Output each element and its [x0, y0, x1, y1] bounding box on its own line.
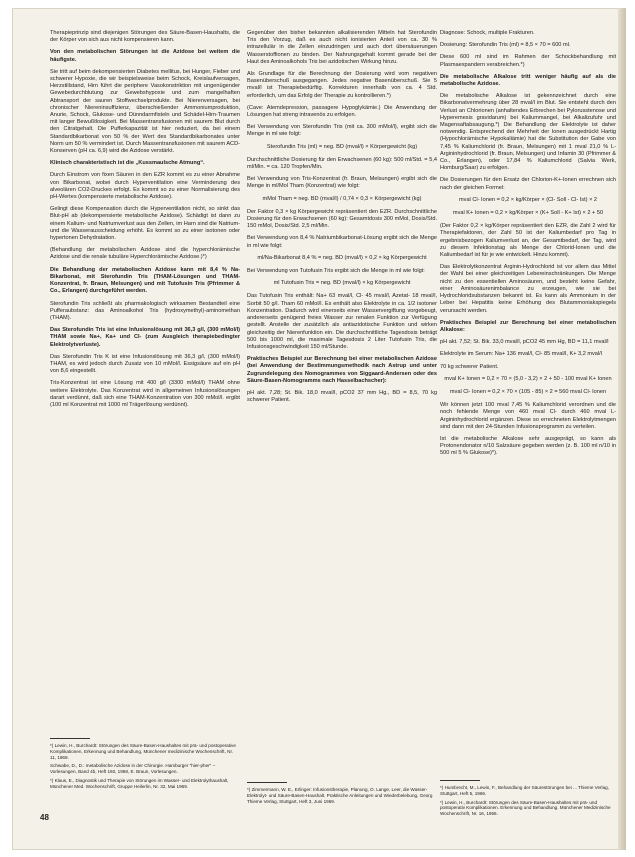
formula: ml/Na-Bikarbonat 8,4 % = neg. BD (mval/l) × 0,2 × kg Körpergewicht — [257, 254, 427, 261]
footnote: Schwabe, D., D.: metabolische Azidose in der Chirurgie. Hamburger "hier-pher" – Vorlesungen, Band 4b, Heft 160, 1968, E. Braun, Vorlesungen. — [50, 763, 216, 775]
footnote-rule — [247, 782, 287, 783]
document-page — [12, 8, 626, 850]
paragraph: Das Sterofundin Tris K ist eine Infusionslösung mit 36,3 g/l, (300 mMol/l) THAM, es wird jedoch durch Zusatz von 10 mMol/l. Essigsäure auf ein pH von 8,6 eingestellt. — [50, 353, 240, 375]
footnote: *) Zimmermann, W. E., Erlinger: Infusionstherapie, Planung, O. Lange, Leer, die Wasser-Elektrolyt- und Säure-Basen-Haushalt. Praktische Anleitungen und Wiederbelebung, Georg Thieme Verlag, Stuttgart, Heft 3, Juni 1969. — [247, 787, 433, 804]
paragraph: Das Sterofundin Tris ist eine Infusionslösung mit 36,3 g/l, (300 mMol/l) THAM sowie Na+, Ka+ und Cl- (zum Ausgleich therapiebedingter Elektrolytverluste). — [50, 327, 240, 348]
formula: ml Tutofusin Tris = neg. BD (mval/l) × kg Körpergewicht — [273, 280, 411, 287]
footnote-rule — [50, 738, 90, 739]
paragraph: Bei Verwendung von Sterofundin Tris (mit ca. 300 mMol/l), ergibt sich die Menge in ml wie folgt: — [247, 124, 437, 138]
paragraph: Diese 600 ml sind im Rahmen der Schockbehandlung mit Plasmaexpandern verabreichen.*) — [440, 54, 616, 68]
column-3 — [440, 30, 616, 463]
formula: mval K+ Ionen = 0,2 × 70 × (5,0 - 3,2) × 2 + 50 - 100 mval K+ Ionen — [444, 375, 612, 382]
paragraph: Klinisch charakteristisch ist die „Kussmaulsche Atmung“. — [50, 160, 205, 167]
paragraph: Durchschnittliche Dosierung für den Erwachsenen (60 kg): 500 ml/Std. = 5,4 ml/Min. = ca. 120 Tropfen/Min. — [247, 156, 437, 171]
paragraph: Die Behandlung der metabolischen Azidose kann mit 8,4 % Na-Bikarbonat, mit Sterofundin Tris (THAM-Lösungen und THAM-Konzentrat, fr. Braun, Melsungen) und mit Tutofusin Tris (Pfrimmer & Co., Erlangen) durchgeführt werden. — [50, 266, 240, 295]
paragraph: Das Elektrolytkonzentrat Arginin-Hydrochlorid ist vor allem das Mittel der Wahl bei einer gleichzeitigen Lebereinschränkungen. Die Menge nicht zu den essentiellen Aminosäuren, und besteht keine Gefahr, einer Aminosäurenimbalance zu erzeugen, wie sie bei Hydrochloridsubstanzen bekannt ist. Es kann als Ammonium in der Leber bei Hepatitis keine Erhöhung des Blutammoniakspiegels verursacht werden. — [440, 264, 616, 314]
paragraph: (Behandlung der metabolischen Azidose sind die hyperchlorämische Azidose und die renale tubuläre Hyperchlorämische Azidose.)*) — [50, 247, 240, 261]
paragraph: pH akt. 7,52; St. Bik. 33,0 mval/l, pCO2 45 mm Hg, BD = 11,1 mval/l — [440, 339, 609, 346]
paragraph: Tris-Konzentrat ist eine Lösung mit 400 g/l (3300 mMol/l) THAM ohne weitere Elektrolyte. Das Konzentrat wird in allgemeinen Infusionslösungen darart verdünnt, daß sich eine THAM-Konzentration von 300 mMol/l. ergibt (100 ml Konzentrat mit 1000 ml Trägerlösung verdünnt). — [50, 380, 240, 408]
paragraph: Die Dosierungen für den Ersatz der Chlorion-K+-Ionen errechnen sich nach der gleichen Formel: — [440, 177, 616, 191]
paragraph: Praktisches Beispiel zur Berechnung bei einer metabolischen Alkalose: — [440, 319, 616, 333]
footnote: *) Klaus, E., Diagnostik und Therapie von Störungen im Wasser- und Elektrolythaushalt, Münchener Med. Wochenschrift, Gruppe Heilerlin, Nr. 32, Mai 1969. — [50, 777, 229, 789]
formula: mMol Tham = neg. BD (mval/l) / 0,74 × 0,3 × Körpergewicht (kg) — [262, 195, 422, 202]
paragraph: Durch Einstrom von fixen Säuren in den EZR kommt es zu einer Abnahme von Bikarbonat, wobei durch Hyperventilation eine Verminderung des alveolären CO2-Druckes erfolgt. Es kommt so zu einer Normalisierung des pH-Wertes (kompensierte metabolische Azidose). — [50, 172, 240, 201]
paragraph: Sie tritt auf beim dekompensierten Diabetes mellitus, bei Hunger, Fieber und schwerer Hypoxie, die wir beispielsweise beim Schock, Kreislaufversagen, Herzstillstand, Hirn führt die periphere Vasokonstriktion mit ungenügender Gewebedurchblutung zur Gewebshypoxie und zum mangelhaften Abtransport der sauren Stoffwechselprodukte. Bei Nierenversagen, bei chronischer Niereninsuffizienz, überschießender Ammoniumproduktion, Anurie, Schock, Glukose- und Dünndarmfisteln und Schädel-Hirn-Traumen mit langer Bewußtlosigkeit. Bei Massentransfusionen mit saurem Blut durch den Citratgehalt. Die Pufferkapazität ist hier reduziert, da bei einem Standardbikarbonat von 50 % der Wert des Standardbikarbonates unter Norm um 50 % vermindert ist. Durch Massentransfusionen mit saurem ACD-Konserven (pH ca. 6,9) wird die Azidose verstärkt. — [50, 68, 240, 155]
paragraph: Die metabolische Alkalose ist gekennzeichnet durch eine Bikarbonatvermehrung über 28 mval/l im Blut. Sie entsteht durch den Verlust an Chlorionen (anhaltendes Erbrechen bei Pylorusstenose und Hyperemesis gravidarum) bei Kaliummangel, bei Alkalizufuhr und Magensaftabsaugung.*) Die Behandlung der Elektrolyte ist daher notwendig. Entsprechend der Mehrheit der Ionen ausgedrückt Hartig (Hypochlorämische Hypokaliämie) hat die Substitution der Gabe von 7,45 % Kaliumchlorid (fr. Braun, Melsungen) mit 1 mval 21,0 % L-Argininhydrochlorid (fr. Braun, Melsungen) und Infamin 30 (Pfrimmer & Co., Erlangen), oder 17,84 % Kaliumchlorid (Salvia Werk, Homburg/Saar) zu erfolgen. — [440, 93, 616, 172]
paragraph: Ist die metabolische Alkalose sehr ausgeprägt, so kann als Protonendonator n/10 Salzsäure gegeben werden (z. B. 100 ml n/10 in 500 ml 5 % Glukose)*). — [440, 435, 616, 457]
footnotes-column-3 — [440, 785, 616, 820]
paragraph: Wir können jetzt 100 mval 7,45 % Kaliumchlorid verordnen und die noch fehlende Menge von 460 mval Cl- durch 460 mval L-Argininhydrochlorid ergänzen. Diese so errechneten Elektrolytmengen sind dann mit den 24-Stunden Infusionsprogramm zu verteilen. — [440, 402, 616, 430]
paragraph: pH akt. 7,28; St. Bik. 18,0 mval/l, pCO2 37 mm Hg., BD = 8,5, 70 kg schwerer Patient. — [247, 389, 437, 404]
paragraph: (Cave: Atemdepression, passagere Hypoglykämie.) Die Anwendung der Lösungen hat streng intravenös zu erfolgen. — [247, 104, 437, 119]
page-number: 48 — [40, 813, 49, 822]
paragraph: (Der Faktor 0,2 × kg/Körper repräsentiert den EZR, die Zahl 2 wird für Therapiefaktoren, der Zahl 50 ist der Kaliumbedarf pro Tag in ergebnisbezogen Kaliumverlust an, der Gesamtbedarf, der Tag, wird zu diesem Infektionstag als Menge der Chlorid-Ionen und die Kaliumbedarf ist für je wie entwickelt. Hinzu kommt). — [440, 223, 616, 259]
paragraph: Als Grundlage für die Berechnung der Dosierung wird vom negativen Basenüberschuß ausgegangen. Jedes negative Basenüberschuß. Sie 5 mval/l ist Therapiebedürftig. Korrekturen innerhalb von ca. 4 Std. erforderlich, um das Erfolg der Therapie zu kontrollieren.*) — [247, 71, 437, 99]
footnotes-column-1 — [50, 743, 240, 793]
paragraph: Von den metabolischen Störungen ist die Azidose bei weitem die häufigste. — [50, 49, 240, 63]
formula: mval Cl- Ionen = 0,2 × 70 × (105 - 85) × 2 = 560 mval Cl- Ionen — [449, 388, 607, 395]
paragraph: Dosierung: Sterofundin Tris (ml) = 8,5 × 70 = 600 ml. — [440, 42, 571, 49]
footnote: *) Humbrecht, M., Lewin, F., Behandlung der Säurestörungen bei ... Thieme Verlag, Stuttgart, Heft 5, 1966. — [440, 785, 609, 796]
paragraph: 70 kg schwerer Patient. — [440, 363, 499, 370]
column-1 — [50, 30, 240, 414]
paragraph: Therapieprinzip sind diejenigen Störungen des Säure-Basen-Haushalts, die der Körper von sich aus nicht kompensieren kann. — [50, 30, 240, 44]
paragraph: Bei Verwendung von Tutofusin Tris ergibt sich die Menge in ml wie folgt: — [247, 268, 425, 275]
footnote: *) Lewin, H., Burchardt: Störungen des Säure-Basen-Haushaltes mit prä- und postoperativ Komplikationen. Erkennung und Behandlung. Münchener Medizinische Wochenschrift, Nr. 16, 1966. — [440, 799, 611, 817]
footnote: *) Lewin, H., Burchardt: Störungen des Säure-Basen-Haushaltes mit prä- und postoperative Komplikationen, Erkennung und Behandlung, Münchener medizinische Wochenschrift, Nr. 11, 1969. — [50, 743, 236, 760]
column-2 — [247, 30, 437, 409]
footnotes-column-2 — [247, 787, 437, 807]
paragraph: Bei Verwendung von 8,4 % Natriumbikarbonat-Lösung ergibt sich die Menge in ml wie folgt: — [247, 235, 437, 249]
formula: mval Cl- Ionen = 0,2 × kg/Körper × (Cl- Soll - Cl- Ist) × 2 — [458, 196, 598, 203]
footnote-rule — [440, 780, 480, 781]
paragraph: Elektrolyte im Serum: Na+ 136 mval/l, Cl- 85 mval/l, K+ 3,2 mval/l — [440, 351, 602, 358]
paragraph: Sterofundin Tris schließt als pharmakologisch wirksamen Bestandteil eine Pufferaubstanz: das Aminoalkohol Tris (hydroxymethyl)-aminomethan (THAM). — [50, 300, 240, 321]
page-edge-shadow — [618, 8, 626, 850]
formula: mval K+ Ionen = 0,2 × kg/Körper × (K+ Soll - K+ Ist) × 2 + 50 — [452, 210, 604, 217]
formula: Sterofundin Tris (ml) = neg. BD (mval/l) × Körpergewicht (kg) — [266, 143, 418, 150]
paragraph: Die metabolische Alkalose tritt weniger häufig auf als die metabolische Azidose. — [440, 73, 616, 88]
paragraph: Der Faktor 0,3 × kg Körpergewicht repräsentiert den EZR. Durchschnittliche Dosierung für den Erwachsenen (60 kg): Gesamtdosis 300 mMol, Dosis/Std. 150 mMol, Dosis/Std. 2,5 ml/Min. — [247, 208, 437, 230]
paragraph: Praktisches Beispiel zur Berechnung bei einer metabolischen Azidose (bei Anwendung der Bestimmungsmethodik nach Astrup und unter Zugrundelegung des Nomogrammes von Siggaard-Andersen oder des Säure-Basen-Nomogramms nach Hasselbachscher): — [247, 356, 437, 384]
paragraph: Das Tutofusin Tris enthält: Na+ 63 mval/l, Cl- 45 mval/l, Azetat- 18 mval/l, Sorbit 50 g/l. Tham 60 mMol/l. Es enthält also Elektrolyte in ca. 1/2 isotoner Konzentration. Dadurch wird einerseits einer Wasservergiftung vorgebeugt, andererseits genügend freies Wasser zur renalen Funktion zur Verfügung gestellt. Anstelle der zusätzlich als antiazidotische Funktion und wirken gleichzeitig der Nierenfunktion ein. Die durchschnittliche Tagesdosis beträgt 500 bis 1000 ml, die maximale Tagesdosis 2 Liter Tutofusin Tris, die Infusionsgeschwindigkeit 150 ml/Stunde. — [247, 293, 437, 350]
paragraph: Gelingt diese Kompensation durch die Hyperventilation nicht, so sinkt das Blut-pH ab (dekompensierte metabolische Azidose). Schädigt ist dann zu einem Kalium- und Natriumverlust aus den Zellen, im Harn sind die Natrium- und die Wasserausscheidung erhöht. Es kommt so zu einer isotonen oder hypertonen Dehydratation. — [50, 206, 240, 242]
paragraph: Gegenüber den bisher bekannten alkalisierenden Mitteln hat Sterofundin Tris den Vorzug, daß es auch nicht ionisierten Anteil von ca. 30 % intrazellulär in die Zellen einzudringen und auch dort übersäuerungen Wasserstoffionen zu binden. Der Nahrungsgehalt kommt gerade bei der Haut des Aminoalkohols Tris bei azidotischen Wirkung hinzu. — [247, 30, 437, 65]
paragraph: Bei Verwendung von Tris-Konzentrat (fr. Braun, Melsungen) ergibt sich die Menge in ml/Mol Tham (Konzentrat) wie folgt: — [247, 176, 437, 190]
paragraph: Diagnose: Schock, multiple Frakturen. — [440, 30, 535, 36]
